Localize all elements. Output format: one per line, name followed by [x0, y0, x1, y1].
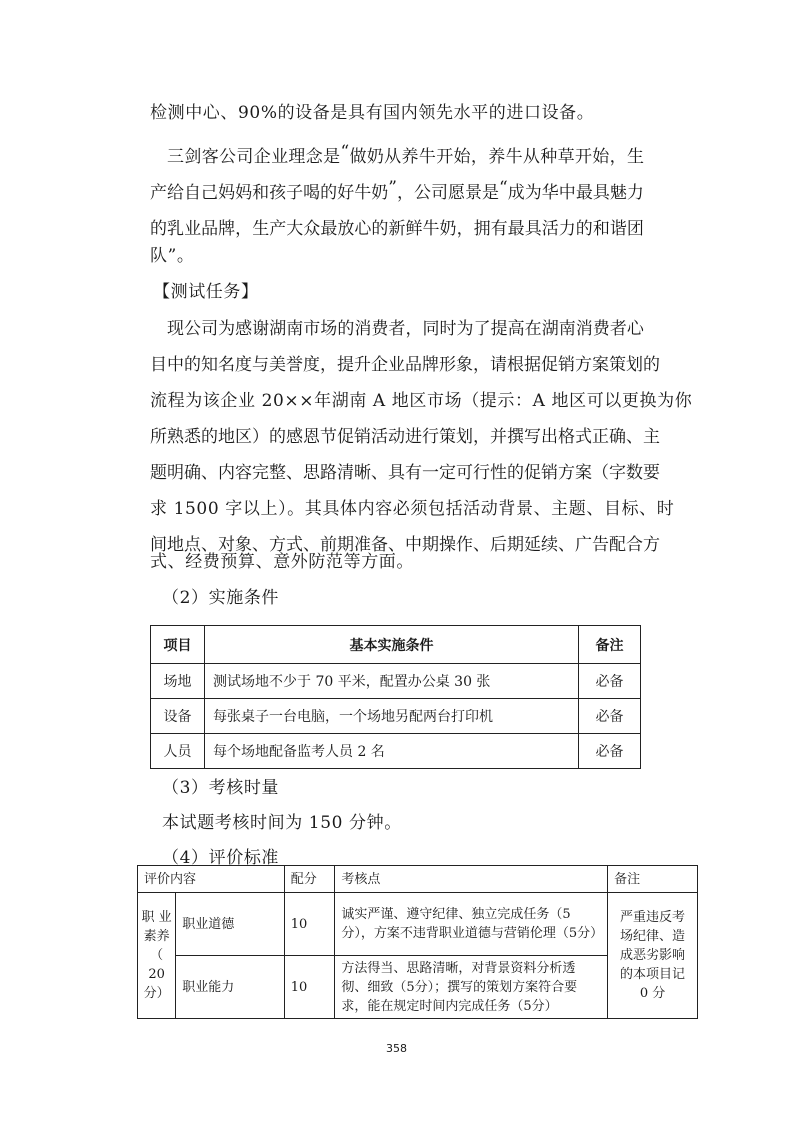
header-cell: 评价内容 [138, 866, 285, 893]
header-cell: 项目 [151, 626, 205, 664]
table-cell: 职业道德 [176, 893, 284, 956]
category-line: 分） [143, 986, 170, 1001]
table-cell: 每个场地配备监考人员 2 名 [205, 734, 579, 769]
remark-cell: 严重违反考场纪律、造成恶劣影响的本项目记 0 分 [608, 893, 698, 1019]
page-number: 358 [386, 1042, 407, 1055]
conditions-table [150, 625, 641, 769]
table-cell: 职业能力 [176, 956, 284, 1019]
table-cell: 10 [284, 893, 335, 956]
table-cell: 人员 [151, 734, 205, 769]
paragraph-line: 题 明 确 、 内 容 完 整 、 思 路 清 晰 、 具 有 一 定 可 行 性 的 促 销 方 案 （ 字 数 要 [150, 463, 660, 483]
table-cell: 必备 [579, 699, 641, 734]
paragraph-line: 目 中 的 知 名 度 与 美 誉 度 ， 提 升 企 业 品 牌 形 象 ， 请 根 据 促 销 方 案 策 划 的 [150, 355, 660, 375]
section-heading: （4）评价标准 [162, 848, 280, 868]
table-cell: 必备 [579, 734, 641, 769]
category-line: 职 业 [141, 910, 172, 925]
paragraph-line: 本试题考核时间为 150 分钟。 [162, 813, 402, 833]
paragraph-line: 所 熟 悉 的 地 区 ） 的 感 恩 节 促 销 活 动 进 行 策 划 ， 并 撰 写 出 格 式 正 确 、 主 [150, 427, 660, 447]
paragraph-line: 式、经费预算、意外防范等方面。 [150, 552, 414, 572]
table-row [151, 699, 641, 734]
table-cell: 方法得当、思路清晰，对背景资料分析透彻、细致（5分）；撰写的策划方案符合要求，能在规定时间内完成任务（5分） [335, 956, 608, 1019]
header-cell: 考核点 [335, 866, 608, 893]
task-heading: 【测试任务】 [153, 282, 259, 302]
table-cell: 场地 [151, 664, 205, 699]
paragraph-line: 检测中心、90%的设备是具有国内领先水平的进口设备。 [150, 103, 595, 123]
header-cell: 备注 [579, 626, 641, 664]
table-header-row [151, 626, 641, 664]
paragraph-line: 产 给 自 己 妈 妈 和 孩 子 喝 的 好 牛 奶 ” ， 公 司 愿 景 是 “ 成 为 华 中 最 具 魅 力 [150, 178, 644, 203]
table-header-row [138, 866, 698, 893]
table-row [151, 734, 641, 769]
header-cell: 基本实施条件 [205, 626, 579, 664]
category-line: （ 20 [148, 948, 165, 982]
table-row [138, 893, 698, 956]
table-cell: 诚实严谨、遵守纪律、独立完成任务（5分），方案不违背职业道德与营销伦理（5分） [335, 893, 608, 956]
paragraph-line: 流程为该企业 20××年湖南 A 地区市场（提示：A 地区可以更换为你 [150, 391, 693, 411]
paragraph-line: 求 1500 字以上）。其具体内容必须包括活动背景、主题、目标、时 [150, 499, 675, 519]
paragraph-line: 队”。 [150, 246, 195, 266]
paragraph-line: 三 剑 客 公 司 企 业 理 念 是 “ 做 奶 从 养 牛 开 始 ， 养 牛 从 种 草 开 始 ， 生 [167, 142, 644, 167]
paragraph-line: 间 地 点 、 对 象 、 方 式 、 前 期 准 备 、 中 期 操 作 、 后 期 延 续 、 广 告 配 合 方 [150, 535, 660, 555]
category-line: 素养 [143, 929, 170, 944]
paragraph-line: 现 公 司 为 感 谢 湖 南 市 场 的 消 费 者 ， 同 时 为 了 提 高 在 湖 南 消 费 者 心 [167, 319, 644, 339]
table-cell: 设备 [151, 699, 205, 734]
header-cell: 备注 [608, 866, 698, 893]
table-cell: 必备 [579, 664, 641, 699]
table-cell: 每张桌子一台电脑，一个场地另配两台打印机 [205, 699, 579, 734]
paragraph-line: 的 乳 业 品 牌 ， 生 产 大 众 最 放 心 的 新 鲜 牛 奶 ， 拥 有 最 具 活 力 的 和 谐 团 [150, 219, 644, 239]
header-cell: 配分 [284, 866, 335, 893]
section-heading: （3）考核时量 [162, 778, 280, 798]
section-heading: （2）实施条件 [162, 588, 280, 608]
category-cell [138, 893, 176, 1019]
table-row [151, 664, 641, 699]
evaluation-table [137, 865, 698, 1019]
table-cell: 10 [284, 956, 335, 1019]
table-cell: 测试场地不少于 70 平米，配置办公桌 30 张 [205, 664, 579, 699]
